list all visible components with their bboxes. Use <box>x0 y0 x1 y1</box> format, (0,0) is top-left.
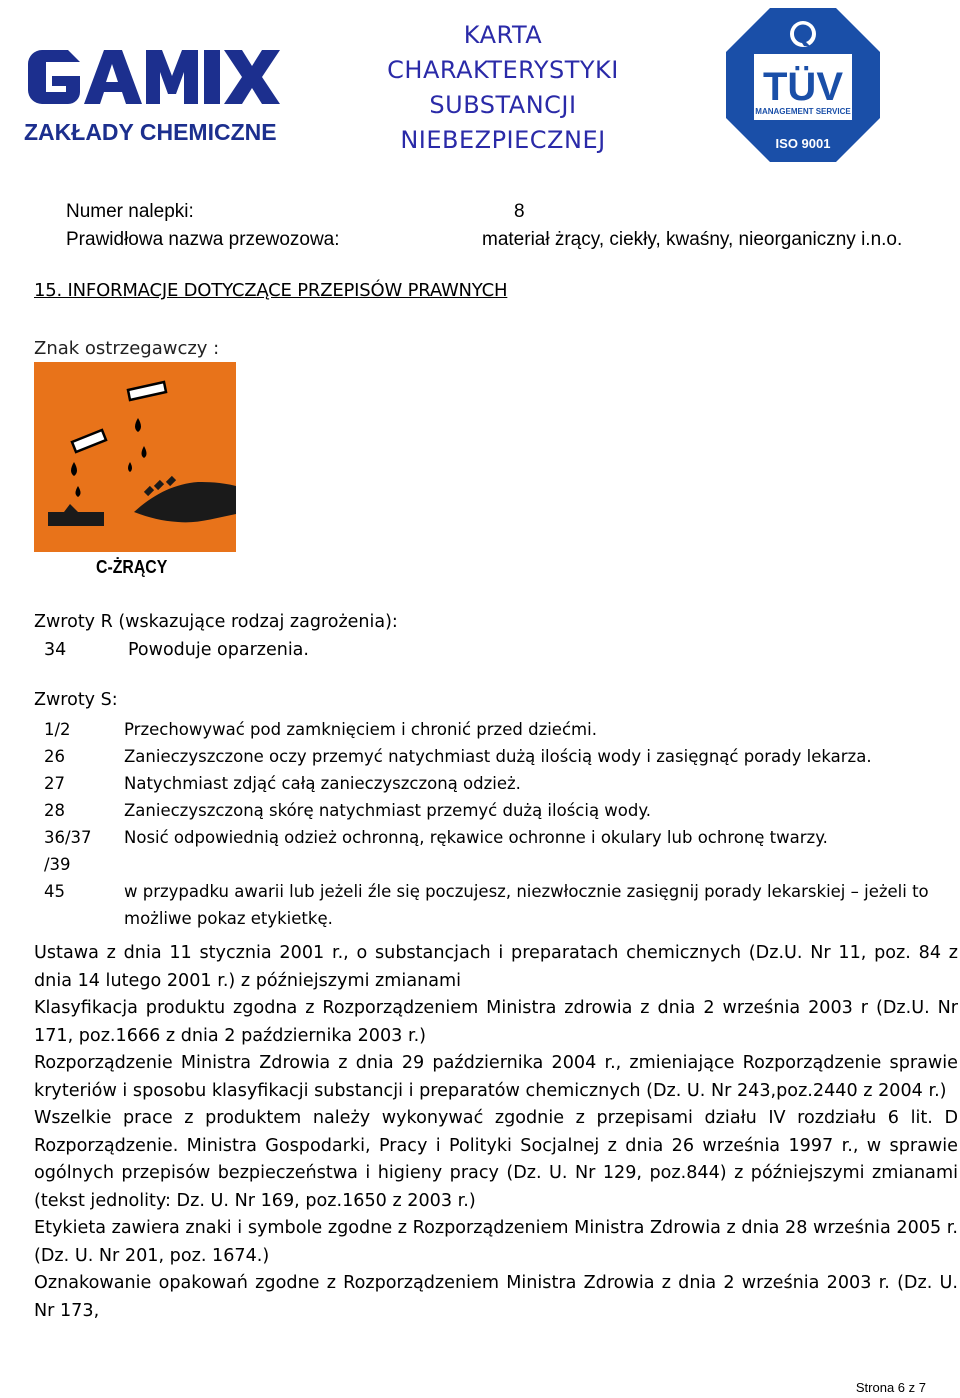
s-phrase-code: 26 <box>44 747 65 766</box>
title-line-2: CHARAKTERYSTYKI <box>387 56 619 84</box>
shipping-name-label: Prawidłowa nazwa przewozowa: <box>66 229 340 250</box>
r-phrase-text: Powoduje oparzenia. <box>128 640 309 660</box>
legal-paragraph: Klasyfikacja produktu zgodna z Rozporządzeniem Ministra zdrowia z dnia 2 września 2003 r (Dz.U. Nr 171, poz.1666 z dnia 2 października 2003 r.) <box>34 998 958 1046</box>
legal-paragraph: Ustawa z dnia 11 stycznia 2001 r., o substancjach i preparatach chemicznych (Dz.U. Nr 11, poz. 84 z dnia 14 lutego 2001 r.) z późniejszymi zmianami <box>34 943 958 991</box>
document-header <box>0 0 960 170</box>
iso-text: ISO 9001 <box>775 136 831 151</box>
s-phrase-text: Przechowywać pod zamknięciem i chronić przed dziećmi. <box>124 720 597 739</box>
legal-paragraph: Wszelkie prace z produktem należy wykonywać zgodnie z przepisami działu IV rozdziału 6 lit. D Rozporządzenie. Ministra Gospodarki, Pracy i Polityki Socjalnej z dnia 26 września 1997 r., w sprawie ogólnych przepisów bezpieczeństwa i higieny pracy (Dz. U. Nr 129, poz.844) z późniejszymi zmianami (tekst jednolity: Dz. U. Nr 169, poz.1650 z 2003 r.) <box>34 1108 958 1211</box>
title-line-1: KARTA <box>463 21 543 49</box>
document-title <box>368 18 638 158</box>
title-line-3: SUBSTANCJI <box>429 91 577 119</box>
gamix-subtitle: ZAKŁADY CHEMICZNE <box>24 119 277 145</box>
legal-paragraph: Etykieta zawiera znaki i symbole zgodne z Rozporządzeniem Ministra Zdrowia z dnia 28 września 2005 r. (Dz. U. Nr 201, poz. 1674.) <box>34 1218 958 1266</box>
s-phrase-text: Natychmiast zdjąć całą zanieczyszczoną odzież. <box>124 774 521 793</box>
label-number-label: Numer nalepki: <box>66 201 194 222</box>
tuv-text: TÜV <box>763 65 843 109</box>
r-phrase <box>44 640 309 660</box>
shipping-name-value: materiał żrący, ciekły, kwaśny, nieorganiczny i.n.o. <box>482 229 903 250</box>
legal-references <box>34 940 958 1325</box>
s-phrase <box>44 878 944 932</box>
s-phrase <box>44 770 944 797</box>
s-phrase-code: 27 <box>44 774 65 793</box>
section-heading: 15. INFORMACJE DOTYCZĄCE PRZEPISÓW PRAWNYCH <box>34 280 508 301</box>
s-phrase-code: 28 <box>44 801 65 820</box>
s-phrase-code: 1/2 <box>44 720 71 739</box>
s-phrase <box>44 743 944 770</box>
s-phrases-heading: Zwroty S: <box>34 690 118 710</box>
transport-info <box>66 198 946 254</box>
corrosive-pictogram <box>34 362 236 552</box>
tuv-iso-logo <box>724 6 882 164</box>
s-phrase-text: Nosić odpowiednią odzież ochronną, rękawice ochronne i okulary lub ochronę twarzy. <box>124 828 828 847</box>
s-phrase-code: 45 <box>44 882 65 901</box>
s-phrase-text: Zanieczyszczoną skórę natychmiast przemyć dużą ilością wody. <box>124 801 652 820</box>
s-phrase-text: w przypadku awarii lub jeżeli źle się poczujesz, niezwłocznie zasięgnij porady lekarskiej – jeżeli to możliwe pokaz etykietkę. <box>124 882 929 928</box>
s-phrase-code: 36/37 /39 <box>44 828 92 874</box>
page-number: Strona 6 z 7 <box>855 1380 926 1395</box>
legal-paragraph: Oznakowanie opakowań zgodne z Rozporządzeniem Ministra Zdrowia z dnia 2 września 2003 r. (Dz. U. Nr 173, <box>34 1273 958 1321</box>
r-phrases-heading: Zwroty R (wskazujące rodzaj zagrożenia): <box>34 612 398 632</box>
s-phrase <box>44 797 944 824</box>
pictogram-label: C-ŻRĄCY <box>96 557 168 577</box>
gamix-logo <box>22 40 284 152</box>
warning-sign-label: Znak ostrzegawczy : <box>34 338 220 359</box>
r-phrase-code: 34 <box>44 640 67 660</box>
s-phrase <box>44 716 944 743</box>
label-number-value: 8 <box>514 201 525 222</box>
s-phrase-text: Zanieczyszczone oczy przemyć natychmiast dużą ilością wody i zasięgnąć porady lekarza. <box>124 747 872 766</box>
title-line-4: NIEBEZPIECZNEJ <box>400 126 606 154</box>
s-phrase <box>44 824 944 878</box>
legal-paragraph: Rozporządzenie Ministra Zdrowia z dnia 29 października 2004 r., zmieniające Rozporządzenie sprawie kryteriów i sposobu klasyfikacji substancji i preparatów chemicznych (Dz. U. Nr 243,poz.2440 z 2004 r.) <box>34 1053 958 1101</box>
s-phrases-list <box>44 716 944 932</box>
tuv-service-text: MANAGEMENT SERVICE <box>755 107 851 116</box>
